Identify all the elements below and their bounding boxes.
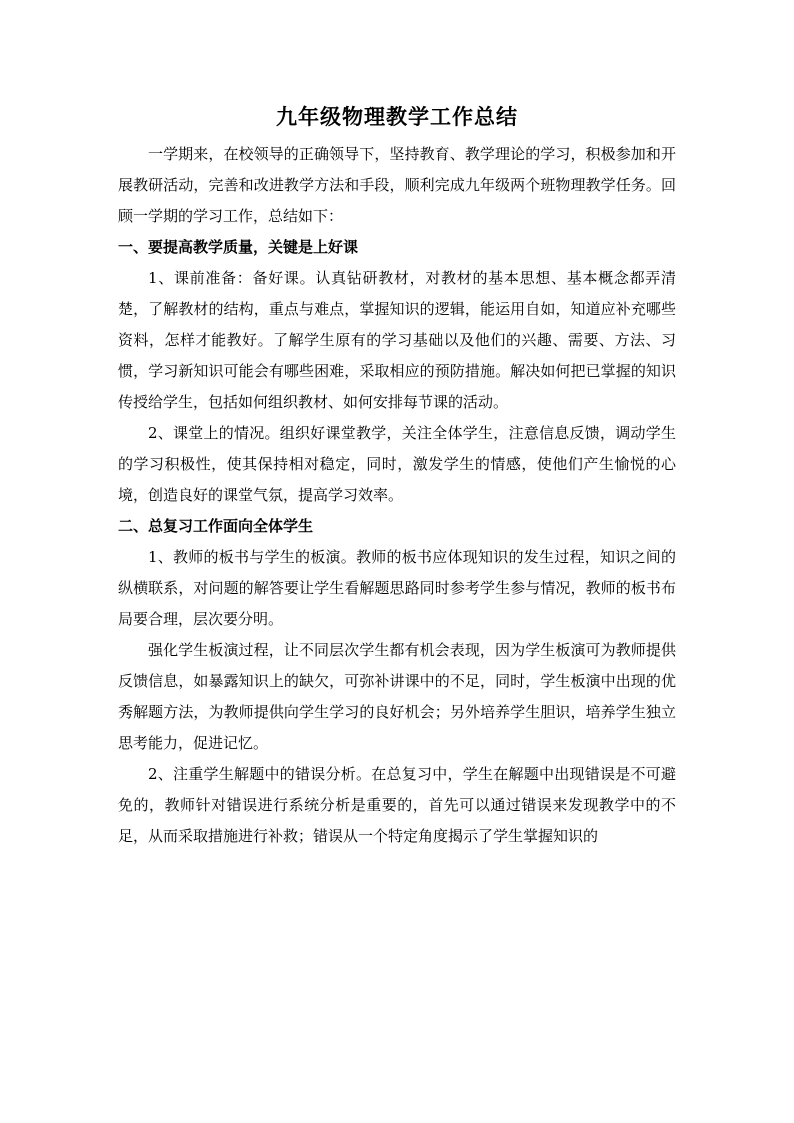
section-1-paragraph-2: 2、课堂上的情况。组织好课堂教学，关注全体学生，注意信息反馈，调动学生的学习积极性，使其保持相对稳定，同时，激发学生的情感，使他们产生愉悦的心境，创造良好的课堂气氛，提高学习效率。 [118, 424, 676, 504]
document-body [118, 103, 676, 852]
section-2-paragraph-3: 2、注重学生解题中的错误分析。在总复习中，学生在解题中出现错误是不可避免的，教师针对错误进行系统分析是重要的，首先可以通过错误来发现教学中的不足，从而采取措施进行补救；错误从一个特定角度揭示了学生掌握知识的 [118, 765, 676, 845]
section-2-paragraph-1: 1、教师的板书与学生的板演。教师的板书应体现知识的发生过程，知识之间的纵横联系，对问题的解答要让学生看解题思路同时参考学生参与情况，教师的板书布局要合理，层次要分明。 [118, 548, 676, 628]
document-title: 九年级物理教学工作总结 [276, 104, 518, 129]
intro-paragraph: 一学期来，在校领导的正确领导下，坚持教育、教学理论的学习，积极参加和开展教研活动，完善和改进教学方法和手段，顺利完成九年级两个班物理教学任务。回顾一学期的学习工作，总结如下： [118, 145, 676, 225]
section-2-heading: 二、总复习工作面向全体学生 [118, 517, 314, 535]
section-1-paragraph-1: 1、课前准备：备好课。认真钻研教材，对教材的基本思想、基本概念都弄清楚，了解教材的结构，重点与难点，掌握知识的逻辑，能运用自如，知道应补充哪些资料，怎样才能教好。了解学生原有的学习基础以及他们的兴趣、需要、方法、习惯，学习新知识可能会有哪些困难，采取相应的预防措施。解决如何把已掌握的知识传授给学生，包括如何组织教材、如何安排每节课的活动。 [118, 269, 676, 411]
section-2-paragraph-2: 强化学生板演过程，让不同层次学生都有机会表现，因为学生板演可为教师提供反馈信息，如暴露知识上的缺欠，可弥补讲课中的不足，同时，学生板演中出现的优秀解题方法，为教师提供向学生学习的良好机会；另外培养学生胆识，培养学生独立思考能力，促进记忆。 [118, 641, 676, 752]
section-1-heading: 一、要提高教学质量，关键是上好课 [118, 238, 359, 256]
